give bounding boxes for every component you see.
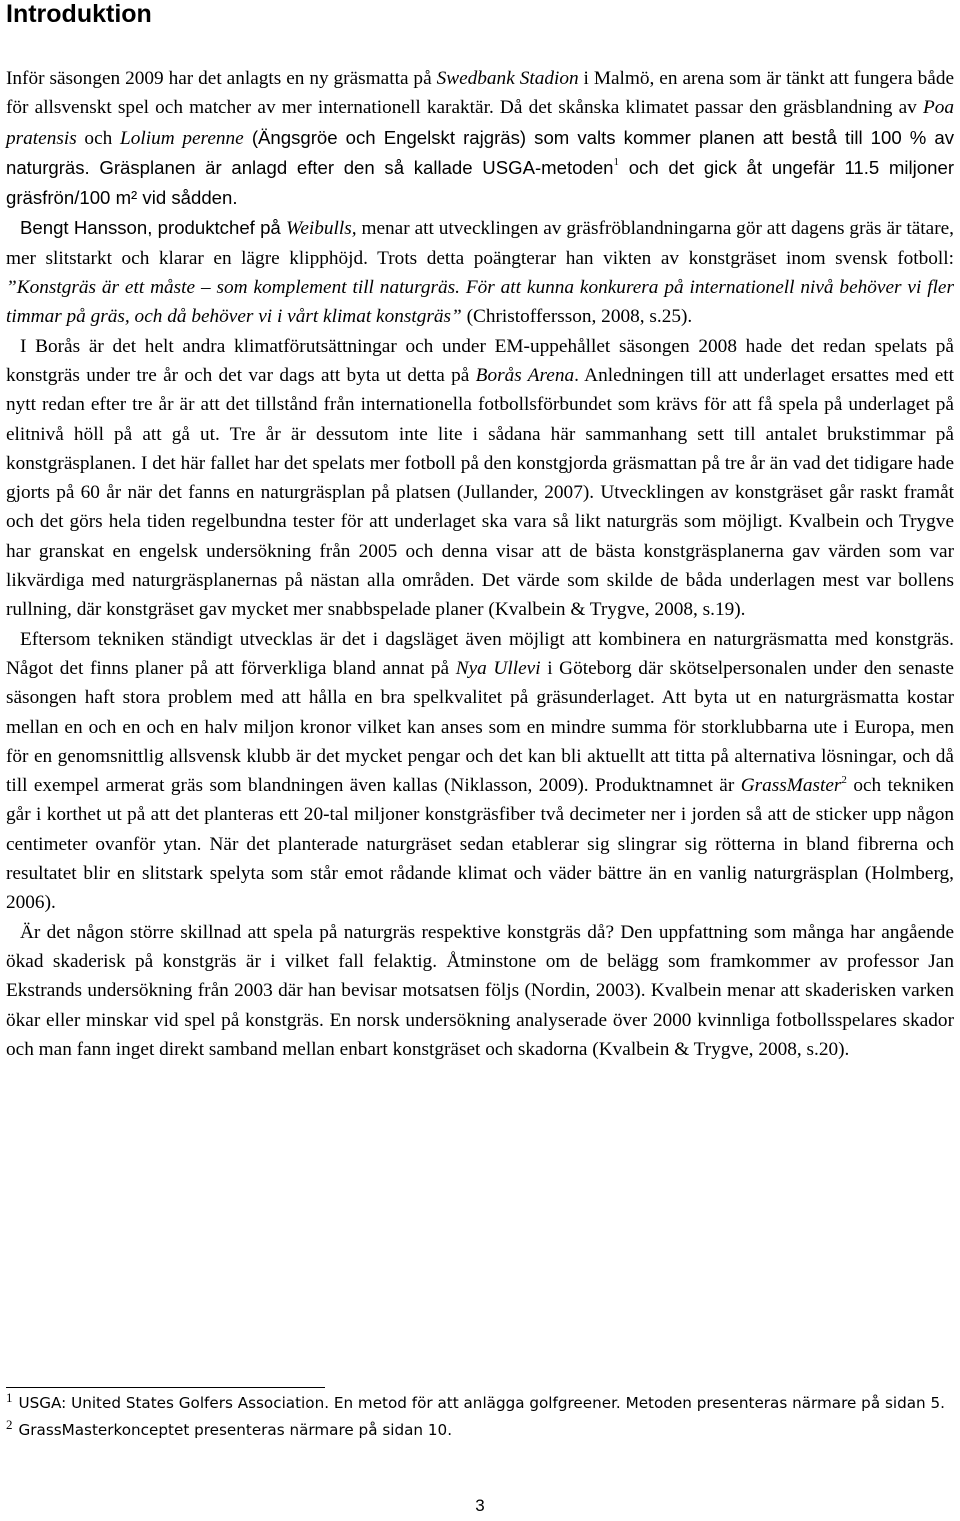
emphasis-text: Swedbank Stadion — [436, 68, 579, 89]
section-heading: Introduktion — [6, 0, 152, 28]
emphasis-text: Poa pratensis — [6, 97, 954, 149]
emphasis-text: Nya Ullevi — [455, 657, 541, 679]
text-run: . Anledningen till att underlaget ersattes med ett nytt redan efter tre år är att det tillstånd från internationella fotbollsförbundet som krävs för att få spela på underlaget på elitnivå höll på att gå ut. Tre år är dessutom inte lite i sådana här sammanhang sett till antalet brukstimmar på konstgräsplanen. I det här fallet har det spelats mer fotboll på den konstgjorda gräsmattan på tre år än vad det tidigare hade gjorts på 60 år när det fanns en naturgräsplan på platsen (Jullander, 2007). Utvecklingen av konstgräset går raskt framåt och det görs hela tiden regelbundna tester för att underlaget ska vara så likt naturgräs som möjligt. Kvalbein och Trygve har granskat en engelsk undersökning från 2005 och denna visar att de bästa konstgräsplanerna gav värden som var likvärdiga med naturgräsplanernas på nästan alla områden. Det värde som skilde de båda underlagen mest var bollens rullning, där konstgräset gav mycket mer snabbspelade planer (Kvalbein & Trygve, 2008, s.19). — [6, 364, 954, 621]
emphasis-text: Lolium perenne — [120, 127, 244, 149]
text-run: och det gick åt ungefär 11.5 miljoner gräsfrön/100 m² vid sådden. — [6, 156, 955, 209]
page-number: 3 — [475, 1496, 485, 1515]
text-run: och tekniken går i korthet ut på att det planteras ett 20-tal miljoner konstgräsfiber två decimeter ner i jorden så att de sticker upp någon centimeter ovanför ytan. När det planterade naturgräset sedan etablerar sig slingrar sig rötterna in bland fibrerna och resultatet blir en slitstark spelyta som står emot rådande klimat och väder bättre än en vanlig naturgräsplan (Holmberg, 2006). — [6, 775, 954, 914]
footnotes — [6, 1390, 954, 1444]
paragraph-3 — [6, 332, 954, 625]
text-run: menar att utvecklingen av gräsfröblandningarna gör att dagens gräs är tätare, mer slitstarkt och klarar en lägre klipphöjd. Trots detta poängterar han vikten av konstgräset inom svensk fotboll: — [6, 218, 954, 269]
emphasis-text: Borås Arena — [475, 364, 575, 386]
text-run: i Göteborg där skötselpersonalen under den senaste säsongen haft stora problem med att hålla en bra spelkvalitet på gräsunderlaget. Att byta ut en naturgräsmatta kostar mellan en och en och en halv miljon kronor vilket kan anses som en mindre summa för storklubbarna ute i Europa, men för en genomsnittlig allsvensk klubb är det mycket pengar och det kan bli aktuellt att titta på alternativa lösningar, och då till exempel armerat gräs som blandningen även kallas (Niklasson, 2009). Produktnamnet är — [6, 657, 954, 797]
paragraph-2 — [6, 213, 954, 331]
text-run: i Malmö, en arena som är tänkt att fungera både för allsvenskt spel och matcher av mer internationell karaktär. Då det skånska klimatet passar den gräsblandning av — [6, 68, 955, 119]
text-run: och — [76, 127, 120, 149]
text-run: I Borås är det helt andra klimatförutsättningar och under EM-uppehållet säsongen 2008 hade det redan spelats på konstgräs under tre år och det var dags att byta ut detta på — [6, 335, 954, 386]
quote-text: ”Konstgräs är ett måste – som komplement till naturgräs. För att kunna konkurera på internationell nivå behöver vi fler timmar på gräs, och då behöver vi i vårt klimat konstgräs” — [6, 277, 954, 328]
footnote-text: USGA: United States Golfers Association. En metod för att anlägga golfgreener. Metoden presenteras närmare på sidan 5. — [18, 1394, 945, 1412]
text-run: Eftersom tekniken ständigt utvecklas är det i dagsläget även möjligt att kombinera en naturgräsmatta med konstgräs. Något det finns planer på att förverkliga bland annat på — [6, 628, 954, 679]
footnote-mark: 1 — [6, 1389, 13, 1405]
footnote-reference[interactable]: 1 — [613, 156, 620, 169]
footnote-text: GrassMasterkonceptet presenteras närmare på sidan 10. — [18, 1421, 453, 1439]
footnote-1 — [6, 1390, 954, 1417]
paragraph-4 — [6, 625, 954, 918]
footnote-mark: 2 — [6, 1416, 13, 1432]
text-run: (Ängsgröe och Engelskt rajgräs) som valts kommer planen att bestå till 100 % av naturgräs. Gräsplanen är anlagd efter den så kallade USGA-metoden — [6, 126, 954, 178]
paragraph-1 — [6, 64, 954, 213]
emphasis-text: GrassMaster — [740, 775, 842, 797]
text-run: Inför säsongen 2009 har det anlagts en ny gräsmatta på — [6, 68, 437, 89]
text-run: (Christoffersson, 2008, s.25). — [461, 306, 693, 328]
footnote-2 — [6, 1417, 954, 1444]
emphasis-text: Weibulls, — [286, 218, 357, 240]
paragraph-5 — [6, 918, 954, 1064]
footnote-reference[interactable]: 2 — [841, 773, 847, 786]
body-text — [6, 64, 954, 1064]
footnote-separator — [6, 1387, 325, 1388]
text-run: Är det någon större skillnad att spela på naturgräs respektive konstgräs då? Den uppfattning som många har angående ökad skaderisk på konstgräs är i vilket fall felaktig. Åtminstone om de belägg som framkommer av professor Jan Ekstrands undersökning från 2003 där han bevisar motsatsen följs (Nordin, 2003). Kvalbein menar att skaderisken varken ökar eller minskar vid spel på konstgräs. En norsk undersökning analyserade över 2000 kvinnliga fotbollsspelares skador och man fann inget direkt samband mellan enbart konstgräset och skadorna (Kvalbein & Trygve, 2008, s.20). — [6, 921, 954, 1060]
text-run: Bengt Hansson, produktchef på — [20, 217, 287, 239]
